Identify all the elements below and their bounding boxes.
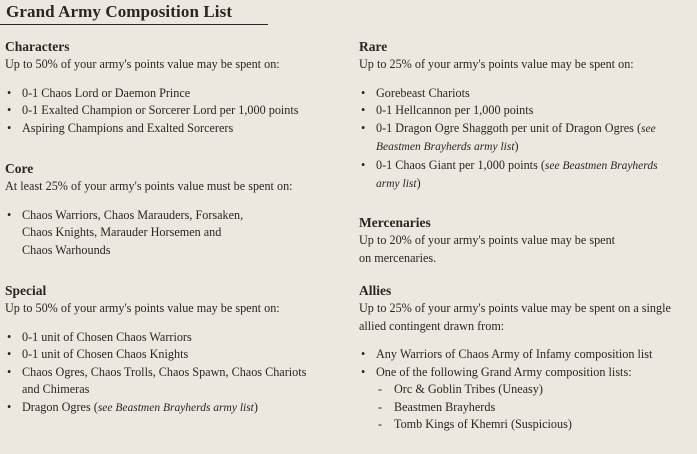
list-item: • Chaos Ogres, Chaos Trolls, Chaos Spawn, Chaos Chariots and Chimeras — [7, 364, 307, 396]
bullet-icon: • — [361, 103, 366, 117]
allies-heading: Allies — [359, 283, 392, 298]
special-description: Up to 50% of your army's points value may be spent on: — [5, 301, 280, 315]
core-description: At least 25% of your army's points value must be spent on: — [5, 179, 293, 193]
characters-heading: Characters — [5, 39, 70, 54]
bullet-icon: • — [361, 364, 366, 379]
core-section — [5, 160, 345, 259]
list-item: • 0-1 unit of Chosen Chaos Warriors — [5, 329, 345, 347]
rare-section — [359, 38, 695, 194]
characters-list — [5, 85, 345, 138]
page-title: Grand Army Composition List — [6, 2, 233, 21]
list-item: • 0-1 Chaos Lord or Daemon Prince — [5, 85, 345, 103]
allies-section — [359, 282, 695, 434]
special-heading: Special — [5, 283, 47, 298]
list-item: • 0-1 Exalted Champion or Sorcerer Lord per 1,000 points — [5, 102, 345, 120]
mercenaries-heading: Mercenaries — [359, 215, 431, 230]
list-item: • Any Warriors of Chaos Army of Infamy composition list — [359, 346, 695, 364]
bullet-icon: • — [7, 329, 12, 344]
list-item: • Dragon Ogres (see Beastmen Brayherds army list) — [5, 399, 345, 418]
bullet-icon: • — [7, 85, 12, 100]
allies-sublist — [359, 381, 695, 434]
bullet-icon: • — [7, 103, 12, 117]
rare-heading: Rare — [359, 39, 388, 54]
bullet-icon: • — [361, 157, 366, 172]
special-list — [5, 329, 345, 418]
dash-icon: - — [378, 399, 383, 414]
list-item: • 0-1 unit of Chosen Chaos Knights — [5, 346, 345, 364]
list-item: • Chaos Warriors, Chaos Marauders, Forsaken, Chaos Knights, Marauder Horsemen and Chaos Warhounds — [7, 207, 244, 257]
list-item: • Gorebeast Chariots — [359, 85, 695, 103]
characters-description: Up to 50% of your army's points value may be spent on: — [5, 57, 280, 71]
list-item: - Beastmen Brayherds — [376, 399, 695, 417]
list-item: • 0-1 Hellcannon per 1,000 points — [359, 102, 695, 120]
core-heading: Core — [5, 161, 34, 176]
list-item: - Orc & Goblin Tribes (Uneasy) — [376, 381, 695, 399]
bullet-icon: • — [7, 399, 12, 414]
bullet-icon: • — [7, 207, 12, 222]
allies-description: Up to 25% of your army's points value may be spent on a single allied contingent drawn from: — [359, 301, 671, 333]
bullet-icon: • — [7, 120, 12, 135]
bullet-icon: • — [7, 347, 12, 361]
allies-list — [359, 346, 695, 381]
list-item: • 0-1 Dragon Ogre Shaggoth per unit of Dragon Ogres (see Beastmen Brayherds army list) — [361, 120, 656, 153]
special-section — [5, 282, 345, 417]
bullet-icon: • — [361, 347, 366, 361]
bullet-icon: • — [7, 364, 12, 379]
list-item: - Tomb Kings of Khemri (Suspicious) — [376, 416, 695, 434]
bullet-icon: • — [361, 120, 366, 135]
bullet-icon: • — [361, 85, 366, 100]
dash-icon: - — [378, 417, 383, 431]
rare-list — [359, 85, 695, 194]
title-underline — [0, 24, 268, 25]
dash-icon: - — [378, 382, 383, 396]
mercenaries-section — [359, 214, 695, 267]
list-item: • Aspiring Champions and Exalted Sorcerers — [5, 120, 345, 138]
characters-section — [5, 38, 345, 137]
list-item: • 0-1 Chaos Giant per 1,000 points (see Beastmen Brayherds army list) — [361, 157, 658, 190]
mercenaries-description: Up to 20% of your army's points value may be spent on mercenaries. — [359, 233, 616, 265]
list-item: • One of the following Grand Army composition lists: — [359, 364, 695, 382]
rare-description: Up to 25% of your army's points value may be spent on: — [359, 57, 634, 71]
core-list — [5, 207, 345, 260]
